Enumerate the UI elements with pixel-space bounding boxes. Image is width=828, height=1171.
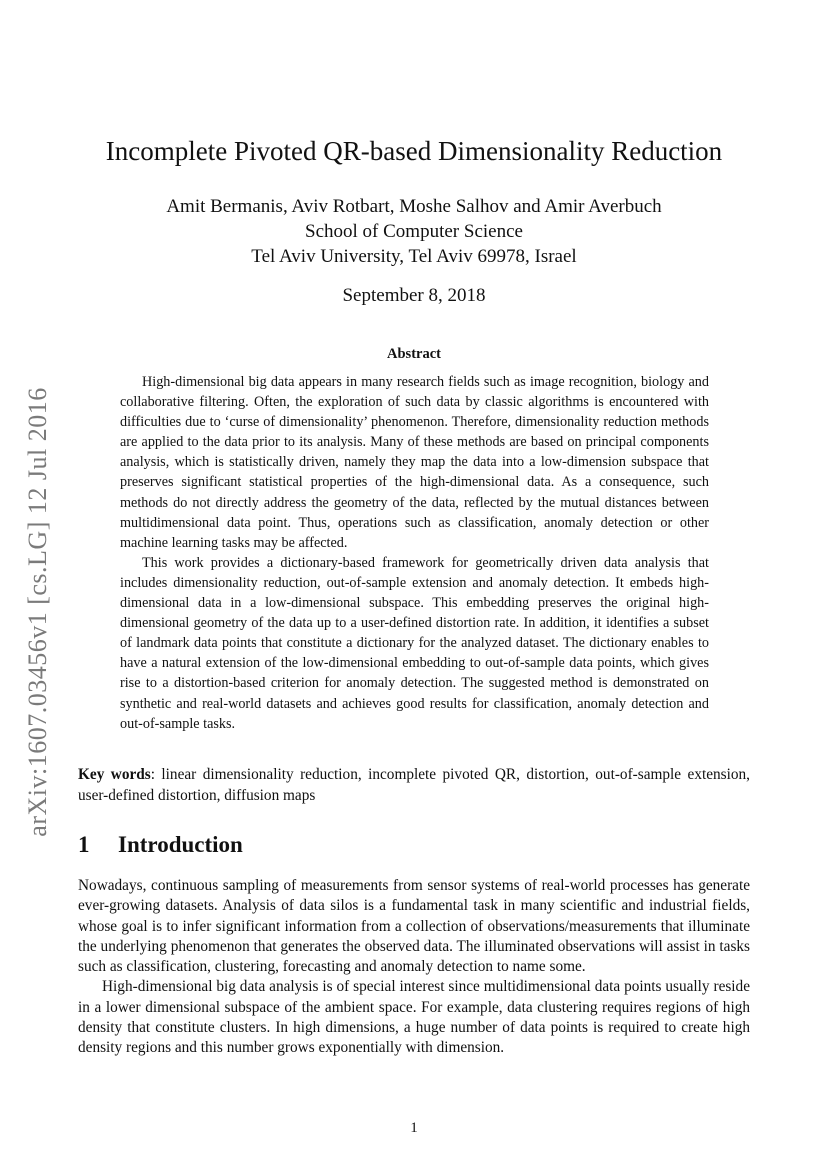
section-heading-introduction (78, 832, 243, 858)
section-number: 1 (78, 832, 90, 857)
page-number: 1 (410, 1120, 418, 1136)
publication-date: September 8, 2018 (342, 285, 486, 306)
keywords-text: : linear dimensionality reduction, incomplete pivoted QR, distortion, out-of-sample extension, user-defined distortion, diffusion maps (78, 766, 750, 804)
abstract-paragraph-1: High-dimensional big data appears in many research fields such as image recognition, biology and collaborative filtering. Often, the exploration of such data by classic algorithms is encountered with difficulties due to ‘curse of dimensionality’ phenomenon. Therefore, dimensionality reduction methods are applied to the data prior to its analysis. Many of these methods are based on principal components analysis, which is statistically driven, namely they map the data into a low-dimension subspace that preserves significant statistical properties of the high-dimensional data. As a consequence, such methods do not directly address the geometry of the data, reflected by the mutual distances between multidimensional data point. Thus, operations such as classification, anomaly detection or other machine learning tasks may be affected. (120, 374, 709, 551)
abstract-heading: Abstract (387, 346, 441, 362)
abstract-paragraph-2: This work provides a dictionary-based framework for geometrically driven data analysis that includes dimensionality reduction, out-of-sample extension and anomaly detection. It embeds high-dimensional data in a low-dimensional subspace. This embedding preserves the original high-dimensional geometry of the data up to a user-defined distortion rate. In addition, it identifies a subset of landmark data points that constitute a dictionary for the analyzed dataset. The dictionary enables to have a natural extension of the low-dimensional embedding to out-of-sample data points, which gives rise to a distortion-based criterion for anomaly detection. The suggested method is demonstrated on synthetic and real-world datasets and achieves good results for classification, anomaly detection and out-of-sample tasks. (120, 554, 709, 732)
section-title: Introduction (118, 832, 243, 857)
introduction-body (78, 876, 750, 1059)
affiliation-school: School of Computer Science (305, 221, 523, 242)
abstract-body (120, 372, 709, 734)
body-paragraph-1: Nowadays, continuous sampling of measurements from sensor systems of real-world processes has generate ever-growing datasets. Analysis of data silos is a fundamental task in many scientific and industrial fields, whose goal is to infer significant information from a collection of observations/measurements that illuminate the underlying phenomenon that generates the observed data. The illuminated observations will assist in tasks such as classification, clustering, forecasting and anomaly detection to name some. (78, 877, 750, 976)
paper-title: Incomplete Pivoted QR-based Dimensionality Reduction (105, 136, 723, 166)
keywords-block (78, 764, 750, 806)
body-paragraph-2: High-dimensional big data analysis is of special interest since multidimensional data points usually reside in a lower dimensional subspace of the ambient space. For example, data clustering requires regions of high density that constitute clusters. In high dimensions, a huge number of data points is required to create high density regions and this number grows exponentially with dimension. (78, 978, 750, 1057)
affiliation-university: Tel Aviv University, Tel Aviv 69978, Israel (251, 246, 577, 267)
keywords-label: Key words (78, 766, 151, 783)
author-list: Amit Bermanis, Aviv Rotbart, Moshe Salhov and Amir Averbuch (166, 196, 662, 217)
arxiv-identifier-stamp[interactable]: arXiv:1607.03456v1 [cs.LG] 12 Jul 2016 (23, 387, 52, 837)
